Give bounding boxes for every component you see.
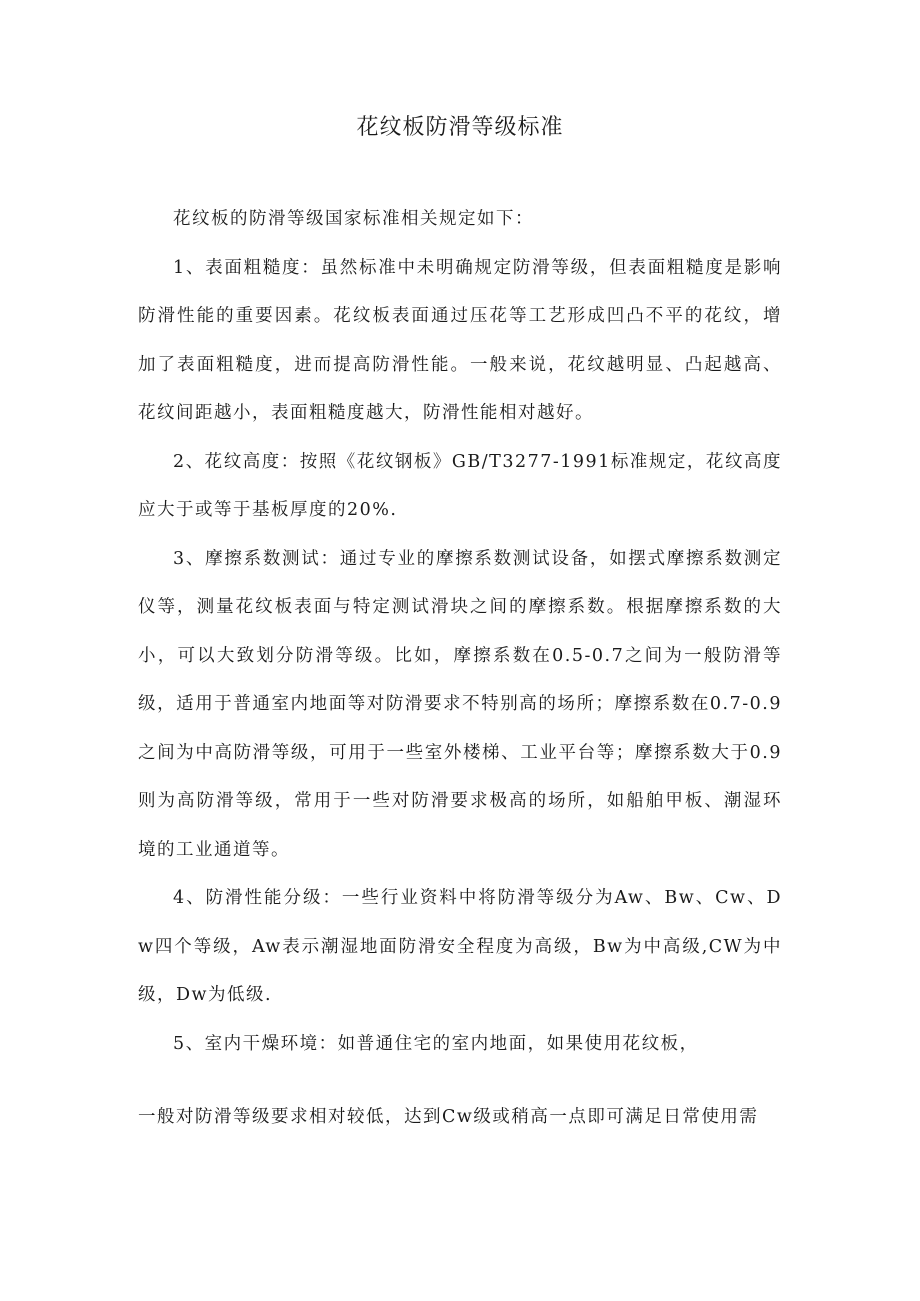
paragraph-continuation: 一般对防滑等级要求相对较低，达到Cw级或稍高一点即可满足日常使用需 — [138, 1107, 759, 1127]
intro-paragraph: 花纹板的防滑等级国家标准相关规定如下： — [173, 209, 534, 229]
paragraph-performance-grading: 4、防滑性能分级：一些行业资料中将防滑等级分为Aw、Bw、Cw、Dw四个等级，Aw表示潮湿地面防滑安全程度为高级，Bw为中高级,CW为中级，Dw为低级. — [138, 888, 782, 1005]
paragraph-friction-test: 3、摩擦系数测试：通过专业的摩擦系数测试设备，如摆式摩擦系数测定仪等，测量花纹板表面与特定测试滑块之间的摩擦系数。根据摩擦系数的大小，可以大致划分防滑等级。比如，摩擦系数在0.5-0.7之间为一般防滑等级，适用于普通室内地面等对防滑要求不特别高的场所；摩擦系数在0.7-0.9之间为中高防滑等级，可用于一些室外楼梯、工业平台等；摩擦系数大于0.9则为高防滑等级，常用于一些对防滑要求极高的场所，如船舶甲板、潮湿环境的工业通道等。 — [138, 548, 782, 860]
paragraph-surface-roughness: 1、表面粗糙度：虽然标准中未明确规定防滑等级，但表面粗糙度是影响防滑性能的重要因素。花纹板表面通过压花等工艺形成凹凸不平的花纹，增加了表面粗糙度，进而提高防滑性能。一般来说，花纹越明显、凸起越高、花纹间距越小，表面粗糙度越大，防滑性能相对越好。 — [138, 257, 782, 423]
paragraph-pattern-height: 2、花纹高度：按照《花纹钢板》GB/T3277-1991标准规定，花纹高度应大于或等于基板厚度的20%. — [138, 451, 782, 520]
document-body — [138, 195, 782, 1142]
paragraph-indoor-dry: 5、室内干燥环境：如普通住宅的室内地面，如果使用花纹板， — [173, 1033, 699, 1054]
document-title: 花纹板防滑等级标准 — [356, 115, 564, 140]
